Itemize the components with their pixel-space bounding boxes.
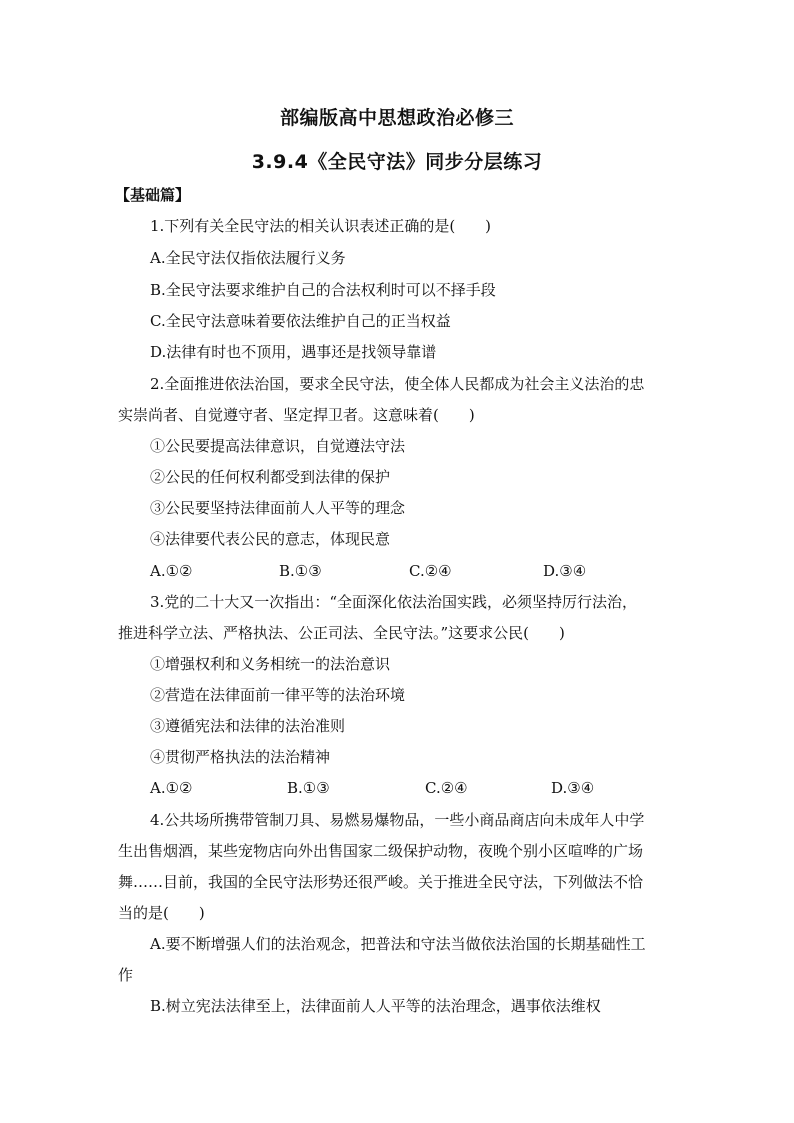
q4-stem-line3: 舞……目前，我国的全民守法形势还很严峻。关于推进全民守法，下列做法不恰 xyxy=(118,873,644,891)
q1-option-a: A.全民守法仅指依法履行义务 xyxy=(150,249,346,267)
q3-choice-b: B.①③ xyxy=(287,779,330,797)
q2-item-3: ③公民要坚持法律面前人人平等的理念 xyxy=(150,499,406,517)
document-subtitle: 3.9.4《全民守法》同步分层练习 xyxy=(251,151,543,173)
q2-item-1: ①公民要提高法律意识，自觉遵法守法 xyxy=(150,437,406,455)
q3-choice-d: D.③④ xyxy=(551,779,595,797)
q3-item-4: ④贯彻严格执法的法治精神 xyxy=(150,748,331,766)
q2-stem-line1: 2.全面推进依法治国，要求全民守法，使全体人民都成为社会主义法治的忠 xyxy=(150,375,645,393)
q2-choice-b: B.①③ xyxy=(279,562,322,580)
q3-item-1: ①增强权利和义务相统一的法治意识 xyxy=(150,655,391,673)
q3-stem-line1: 3.党的二十大又一次指出：“全面深化依法治国实践，必须坚持厉行法治， xyxy=(150,593,637,611)
q4-option-a-line2: 作 xyxy=(118,966,134,984)
section-label: 【基础篇】 xyxy=(115,186,191,204)
q2-item-2: ②公民的任何权利都受到法律的保护 xyxy=(150,468,391,486)
q1-option-b: B.全民守法要求维护自己的合法权利时可以不择手段 xyxy=(150,281,496,299)
document-title: 部编版高中思想政治必修三 xyxy=(279,107,514,129)
q3-stem-line2: 推进科学立法、严格执法、公正司法、全民守法。”这要求公民( ) xyxy=(118,624,565,642)
q4-stem-line4: 当的是( ) xyxy=(118,904,205,922)
q1-stem: 1.下列有关全民守法的相关认识表述正确的是( ) xyxy=(150,217,492,235)
q2-stem-line2: 实崇尚者、自觉遵守者、坚定捍卫者。这意味着( ) xyxy=(118,406,475,424)
q4-option-b: B.树立宪法法律至上，法律面前人人平等的法治理念，遇事依法维权 xyxy=(150,997,601,1015)
q2-choice-d: D.③④ xyxy=(543,562,587,580)
q2-choice-a: A.①② xyxy=(150,562,193,580)
q3-choice-a: A.①② xyxy=(150,779,193,797)
q4-stem-line2: 生出售烟酒，某些宠物店向外出售国家二级保护动物，夜晚个别小区喧哗的广场 xyxy=(118,842,644,860)
q3-choice-c: C.②④ xyxy=(425,779,468,797)
q2-item-4: ④法律要代表公民的意志，体现民意 xyxy=(150,530,391,548)
q4-option-a-line1: A.要不断增强人们的法治观念，把普法和守法当做依法治国的长期基础性工 xyxy=(150,935,646,953)
q1-option-c: C.全民守法意味着要依法维护自己的正当权益 xyxy=(150,312,451,330)
q1-option-d: D.法律有时也不顶用，遇事还是找领导靠谱 xyxy=(150,343,437,361)
q2-choices xyxy=(0,561,794,581)
q3-item-3: ③遵循宪法和法律的法治准则 xyxy=(150,717,346,735)
q3-item-2: ②营造在法律面前一律平等的法治环境 xyxy=(150,686,406,704)
q2-choice-c: C.②④ xyxy=(409,562,452,580)
q4-stem-line1: 4.公共场所携带管制刀具、易燃易爆物品，一些小商品商店向未成年人中学 xyxy=(150,811,645,829)
q3-choices xyxy=(0,778,794,798)
